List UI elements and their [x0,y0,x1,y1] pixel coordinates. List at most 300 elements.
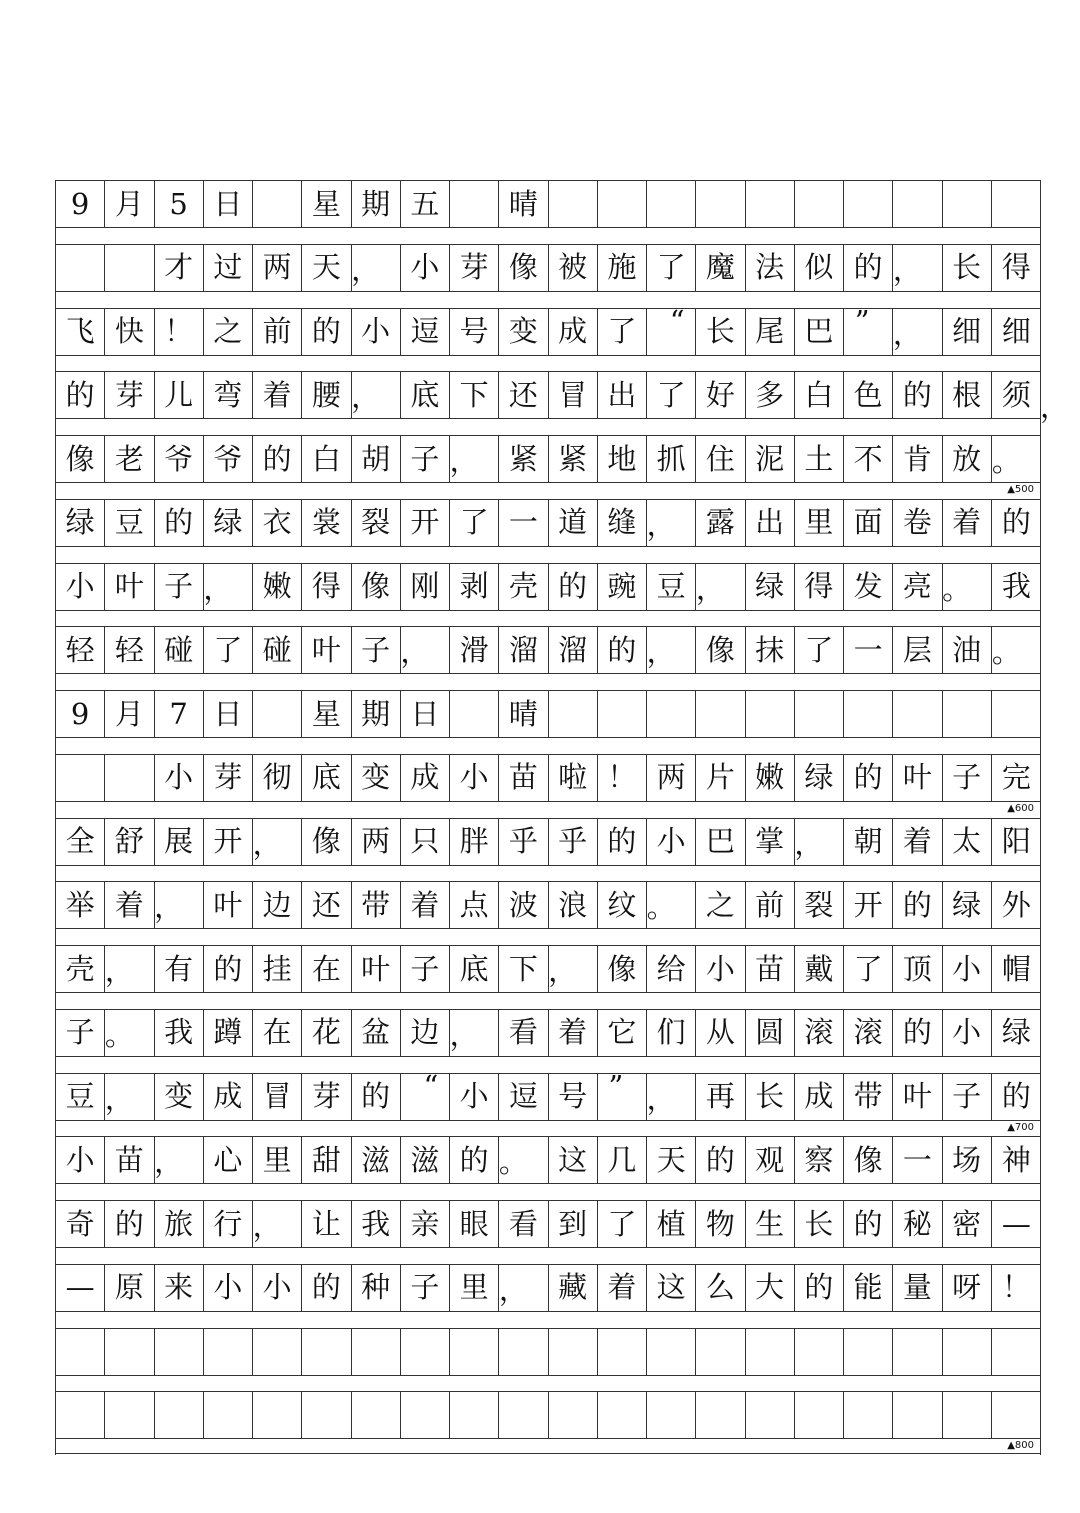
grid-cell [893,564,942,610]
cell-char: 子 [361,632,391,667]
cell-char: 挂 [262,951,292,986]
cell-char: 滚 [853,1015,883,1050]
grid-cell [499,245,548,291]
cell-char: 种 [361,1270,391,1305]
cell-char: 肯 [902,441,932,476]
grid-cell [746,691,795,737]
grid-cell [253,500,302,546]
grid-cell [893,1201,942,1247]
grid-row [56,180,1041,228]
cell-char: ， [794,826,824,861]
cell-char: 弯 [213,377,243,412]
grid-cell [302,946,351,992]
cell-char: 还 [311,887,341,922]
grid-cell [155,1329,204,1375]
grid-cell [549,1265,598,1311]
cell-char: 像 [705,632,735,667]
grid-cell [105,309,154,355]
grid-cell [56,691,105,737]
grid-cell [696,627,745,673]
grid-cell [155,1265,204,1311]
grid-cell [352,946,401,992]
grid-cell [844,627,893,673]
grid-row [56,435,1041,483]
cell-char: ， [548,954,578,988]
cell-char: 了 [213,632,243,667]
cell-char: 之 [213,314,243,348]
cell-char: 叶 [902,760,932,795]
grid-cell [893,1074,942,1120]
grid-cell [204,181,253,227]
cell-char: 成 [410,760,440,795]
cell-char: ， [351,252,381,287]
grid-cell [746,372,795,418]
cell-char: 期 [361,186,391,221]
grid-cell [943,1137,992,1183]
grid-cell [549,372,598,418]
cell-char: 像 [361,569,391,603]
cell-char: 们 [656,1015,686,1050]
cell-char: 。 [646,890,676,925]
cell-char: 大 [755,1270,785,1305]
cell-char: 下 [508,951,538,986]
cell-char: 开 [410,505,440,540]
cell-char: 爷 [164,441,194,476]
grid-cell [253,564,302,610]
grid-cell [204,946,253,992]
cell-char: 变 [164,1079,194,1113]
grid-cell [647,1010,696,1056]
cell-char: 小 [952,951,982,986]
grid-cell [746,1329,795,1375]
cell-char: 叶 [361,951,391,986]
cell-char: — [65,1270,95,1305]
grid-cell [204,500,253,546]
cell-char: 的 [607,824,637,858]
cell-char: 长 [705,314,735,348]
grid-cell [795,755,844,801]
grid-cell [499,1137,548,1183]
grid-cell [844,1201,893,1247]
grid-cell [844,1137,893,1183]
grid-cell [893,309,942,355]
grid-cell [302,1392,351,1438]
cell-char: 秘 [902,1206,932,1241]
cell-char: 眼 [459,1206,489,1241]
grid-cell [352,372,401,418]
grid-cell [352,1201,401,1247]
cell-char: 。 [991,444,1021,478]
composition-grid [55,180,1070,1455]
cell-char: 底 [459,951,489,986]
grid-cell [647,245,696,291]
grid-cell [302,564,351,610]
cell-char: 的 [804,1270,834,1305]
grid-cell [844,1010,893,1056]
grid-cell [943,181,992,227]
cell-char: 细 [1001,314,1031,348]
grid-cell [992,245,1041,291]
grid-cell [499,372,548,418]
cell-char: 缝 [607,505,637,540]
cell-char: 9 [70,186,90,221]
grid-cell [893,245,942,291]
grid-cell [56,436,105,482]
cell-char: 的 [213,951,243,986]
grid-cell [598,245,647,291]
cell-char: 呀 [952,1270,982,1305]
grid-cell [253,181,302,227]
grid-cell [450,819,499,865]
grid-cell [56,245,105,291]
grid-cell [253,245,302,291]
cell-char: 紧 [558,441,588,476]
word-count-marker: ▲700 [1007,1121,1034,1133]
cell-char: 地 [607,441,637,476]
cell-char: 了 [459,505,489,540]
cell-char: 亮 [902,569,932,603]
cell-char: 轻 [114,632,144,667]
cell-char: 胖 [459,824,489,858]
grid-row [56,818,1041,866]
cell-char: 溜 [558,632,588,667]
cell-char: 小 [459,1079,489,1113]
cell-char: ， [154,1145,184,1180]
cell-char: 滑 [459,632,489,667]
grid-cell [893,882,942,928]
grid-row [56,371,1041,419]
cell-char: 号 [459,314,489,348]
grid-cell [696,755,745,801]
grid-cell [844,500,893,546]
grid-cell [105,1201,154,1247]
grid-cell [795,627,844,673]
word-count-marker: ▲500 [1007,484,1034,495]
grid-cell [549,627,598,673]
grid-cell [844,181,893,227]
grid-cell [549,1392,598,1438]
grid-cell [598,882,647,928]
cell-char: 一 [508,505,538,540]
grid-cell [204,372,253,418]
grid-cell [450,882,499,928]
grid-cell [302,1010,351,1056]
grid-cell [56,755,105,801]
cell-char: 老 [114,441,144,476]
cell-char: 长 [755,1079,785,1113]
grid-cell [795,181,844,227]
grid-cell [450,1010,499,1056]
cell-char: 我 [164,1015,194,1050]
grid-cell [696,946,745,992]
grid-row [56,1136,1041,1184]
cell-char: 小 [705,951,735,986]
grid-cell [401,755,450,801]
grid-cell [253,755,302,801]
grid-cell [844,1392,893,1438]
grid-cell [549,755,598,801]
grid-cell [302,309,351,355]
grid-cell [302,1137,351,1183]
cell-char: 5 [169,186,188,221]
cell-char: 下 [459,377,489,412]
cell-char: 壳 [508,569,538,603]
cell-char: 得 [1001,250,1031,285]
cell-char: 。 [942,571,972,606]
grid-cell [253,882,302,928]
grid-cell [253,627,302,673]
grid-cell [450,627,499,673]
cell-char: 变 [508,314,538,348]
grid-cell [943,436,992,482]
grid-cell [155,691,204,737]
grid-cell [302,1074,351,1120]
grid-cell [450,1074,499,1120]
cell-char: 小 [262,1270,292,1305]
grid-cell [352,245,401,291]
cell-char: 波 [508,887,538,922]
grid-cell [844,304,893,355]
grid-cell [746,1074,795,1120]
cell-char: 变 [361,760,391,795]
grid-cell [56,564,105,610]
grid-cell [795,1137,844,1183]
grid-cell [795,1265,844,1311]
grid-cell [795,946,844,992]
grid-bottom-line [56,1453,1041,1454]
cell-char: 两 [262,250,292,285]
grid-cell [155,882,204,928]
cell-char: 这 [656,1270,686,1305]
cell-char: 面 [853,505,883,540]
cell-char: ， [104,954,134,988]
grid-cell [647,436,696,482]
cell-char: 全 [65,824,95,858]
grid-cell [450,1265,499,1311]
grid-cell [401,245,450,291]
cell-char: ， [400,635,430,670]
grid-cell [893,1010,942,1056]
grid-cell [943,1392,992,1438]
cell-char: 绿 [755,569,785,603]
grid-cell [943,946,992,992]
cell-char: 这 [558,1142,588,1177]
grid-cell [943,245,992,291]
cell-char: 旅 [164,1206,194,1241]
grid-cell [549,564,598,610]
grid-cell [499,946,548,992]
cell-char: 像 [65,441,95,476]
cell-char: ， [646,507,676,542]
grid-cell [795,372,844,418]
grid-cell [598,1265,647,1311]
grid-cell [549,1329,598,1375]
grid-cell [598,1329,647,1375]
grid-cell [352,627,401,673]
grid-cell [943,1074,992,1120]
grid-cell [647,1392,696,1438]
cell-char: 的 [705,1142,735,1177]
grid-cell [696,500,745,546]
grid-cell [401,946,450,992]
cell-char: 衣 [262,505,292,540]
grid-cell [746,500,795,546]
grid-cell [352,564,401,610]
grid-cell [105,755,154,801]
cell-char: 浪 [558,887,588,922]
grid-cell [450,946,499,992]
cell-char: 星 [311,186,341,221]
cell-char: 抹 [755,632,785,667]
grid-cell [893,1329,942,1375]
grid-cell [647,627,696,673]
grid-cell [696,691,745,737]
cell-char: 子 [952,1079,982,1113]
grid-cell [943,372,992,418]
grid-cell [598,436,647,482]
grid-cell [56,372,105,418]
cell-char: 乎 [558,824,588,858]
grid-cell [253,691,302,737]
grid-cell [992,1329,1041,1375]
cell-char: 苗 [508,760,538,795]
grid-cell [499,1392,548,1438]
grid-row [56,1328,1041,1376]
cell-char: 开 [853,887,883,922]
grid-cell [401,500,450,546]
grid-cell [253,1137,302,1183]
cell-char: 点 [459,887,489,922]
grid-cell [401,1137,450,1183]
cell-char: 几 [607,1142,637,1177]
cell-char: 子 [164,569,194,603]
grid-cell [795,1201,844,1247]
grid-cell [401,627,450,673]
cell-char: 出 [607,377,637,412]
cell-char: 胡 [361,441,391,476]
grid-cell [795,309,844,355]
grid-cell [992,1265,1041,1311]
grid-cell [992,1201,1041,1247]
cell-char: 让 [311,1206,341,1241]
grid-cell [352,1137,401,1183]
cell-char: 豌 [607,569,637,603]
cell-char: 之 [705,887,735,922]
grid-cell [204,1137,253,1183]
cell-char: 看 [508,1015,538,1050]
grid-cell [155,436,204,482]
cell-char: 根 [952,377,982,412]
grid-cell [253,1392,302,1438]
cell-char: 了 [656,250,686,285]
cell-char: 的 [853,1206,883,1241]
cell-char: 植 [656,1206,686,1241]
cell-char: 芽 [459,250,489,285]
grid-cell [401,1069,450,1120]
cell-char: 碰 [262,632,292,667]
grid-cell [204,245,253,291]
cell-char: ， [892,316,922,351]
cell-char: 小 [410,250,440,285]
grid-cell [992,627,1041,673]
grid-cell [352,1392,401,1438]
cell-char: 前 [755,887,785,922]
grid-cell [943,309,992,355]
cell-char: 被 [558,250,588,285]
grid-cell [155,500,204,546]
grid-row [56,499,1041,547]
cell-char: 绿 [952,887,982,922]
grid-cell [204,309,253,355]
cell-char: 的 [459,1142,489,1177]
grid-cell [401,1010,450,1056]
grid-cell [844,819,893,865]
grid-cell [204,436,253,482]
cell-char: 星 [311,696,341,731]
cell-char: 出 [755,505,785,540]
grid-cell [992,819,1041,865]
cell-char: 多 [755,377,785,412]
grid-cell [549,181,598,227]
grid-cell [450,691,499,737]
cell-char: 掌 [755,824,785,858]
grid-cell [647,819,696,865]
cell-char: 能 [853,1270,883,1305]
cell-char: 朝 [853,824,883,858]
cell-char: 着 [902,824,932,858]
grid-cell [795,245,844,291]
grid-cell [844,946,893,992]
cell-char: ， [154,890,184,925]
grid-cell [302,691,351,737]
grid-cell [302,500,351,546]
grid-cell [56,1137,105,1183]
grid-cell [105,882,154,928]
grid-cell [352,1010,401,1056]
grid-cell [56,1265,105,1311]
grid-cell [204,691,253,737]
grid-cell [401,1329,450,1375]
grid-cell [499,500,548,546]
cell-char: 原 [114,1270,144,1305]
grid-cell [450,1201,499,1247]
cell-char: 法 [755,250,785,285]
cell-char: 只 [410,824,440,858]
grid-cell [598,309,647,355]
cell-char: 着 [952,505,982,540]
grid-cell [598,372,647,418]
cell-char: 边 [410,1015,440,1050]
cell-char: 溜 [508,632,538,667]
grid-cell [549,819,598,865]
grid-cell [696,1074,745,1120]
cell-char: 戴 [804,951,834,986]
cell-char: 的 [902,887,932,922]
cell-char: ， [646,635,676,670]
grid-cell [647,1329,696,1375]
grid-cell [450,436,499,482]
cell-char: 住 [705,441,735,476]
grid-cell [302,1329,351,1375]
cell-char: 抓 [656,441,686,476]
grid-cell [647,882,696,928]
cell-char: 太 [952,824,982,858]
grid-cell [302,819,351,865]
cell-char: 底 [311,760,341,795]
cell-char: 细 [952,314,982,348]
cell-char: 裂 [804,887,834,922]
cell-char: 道 [558,505,588,540]
